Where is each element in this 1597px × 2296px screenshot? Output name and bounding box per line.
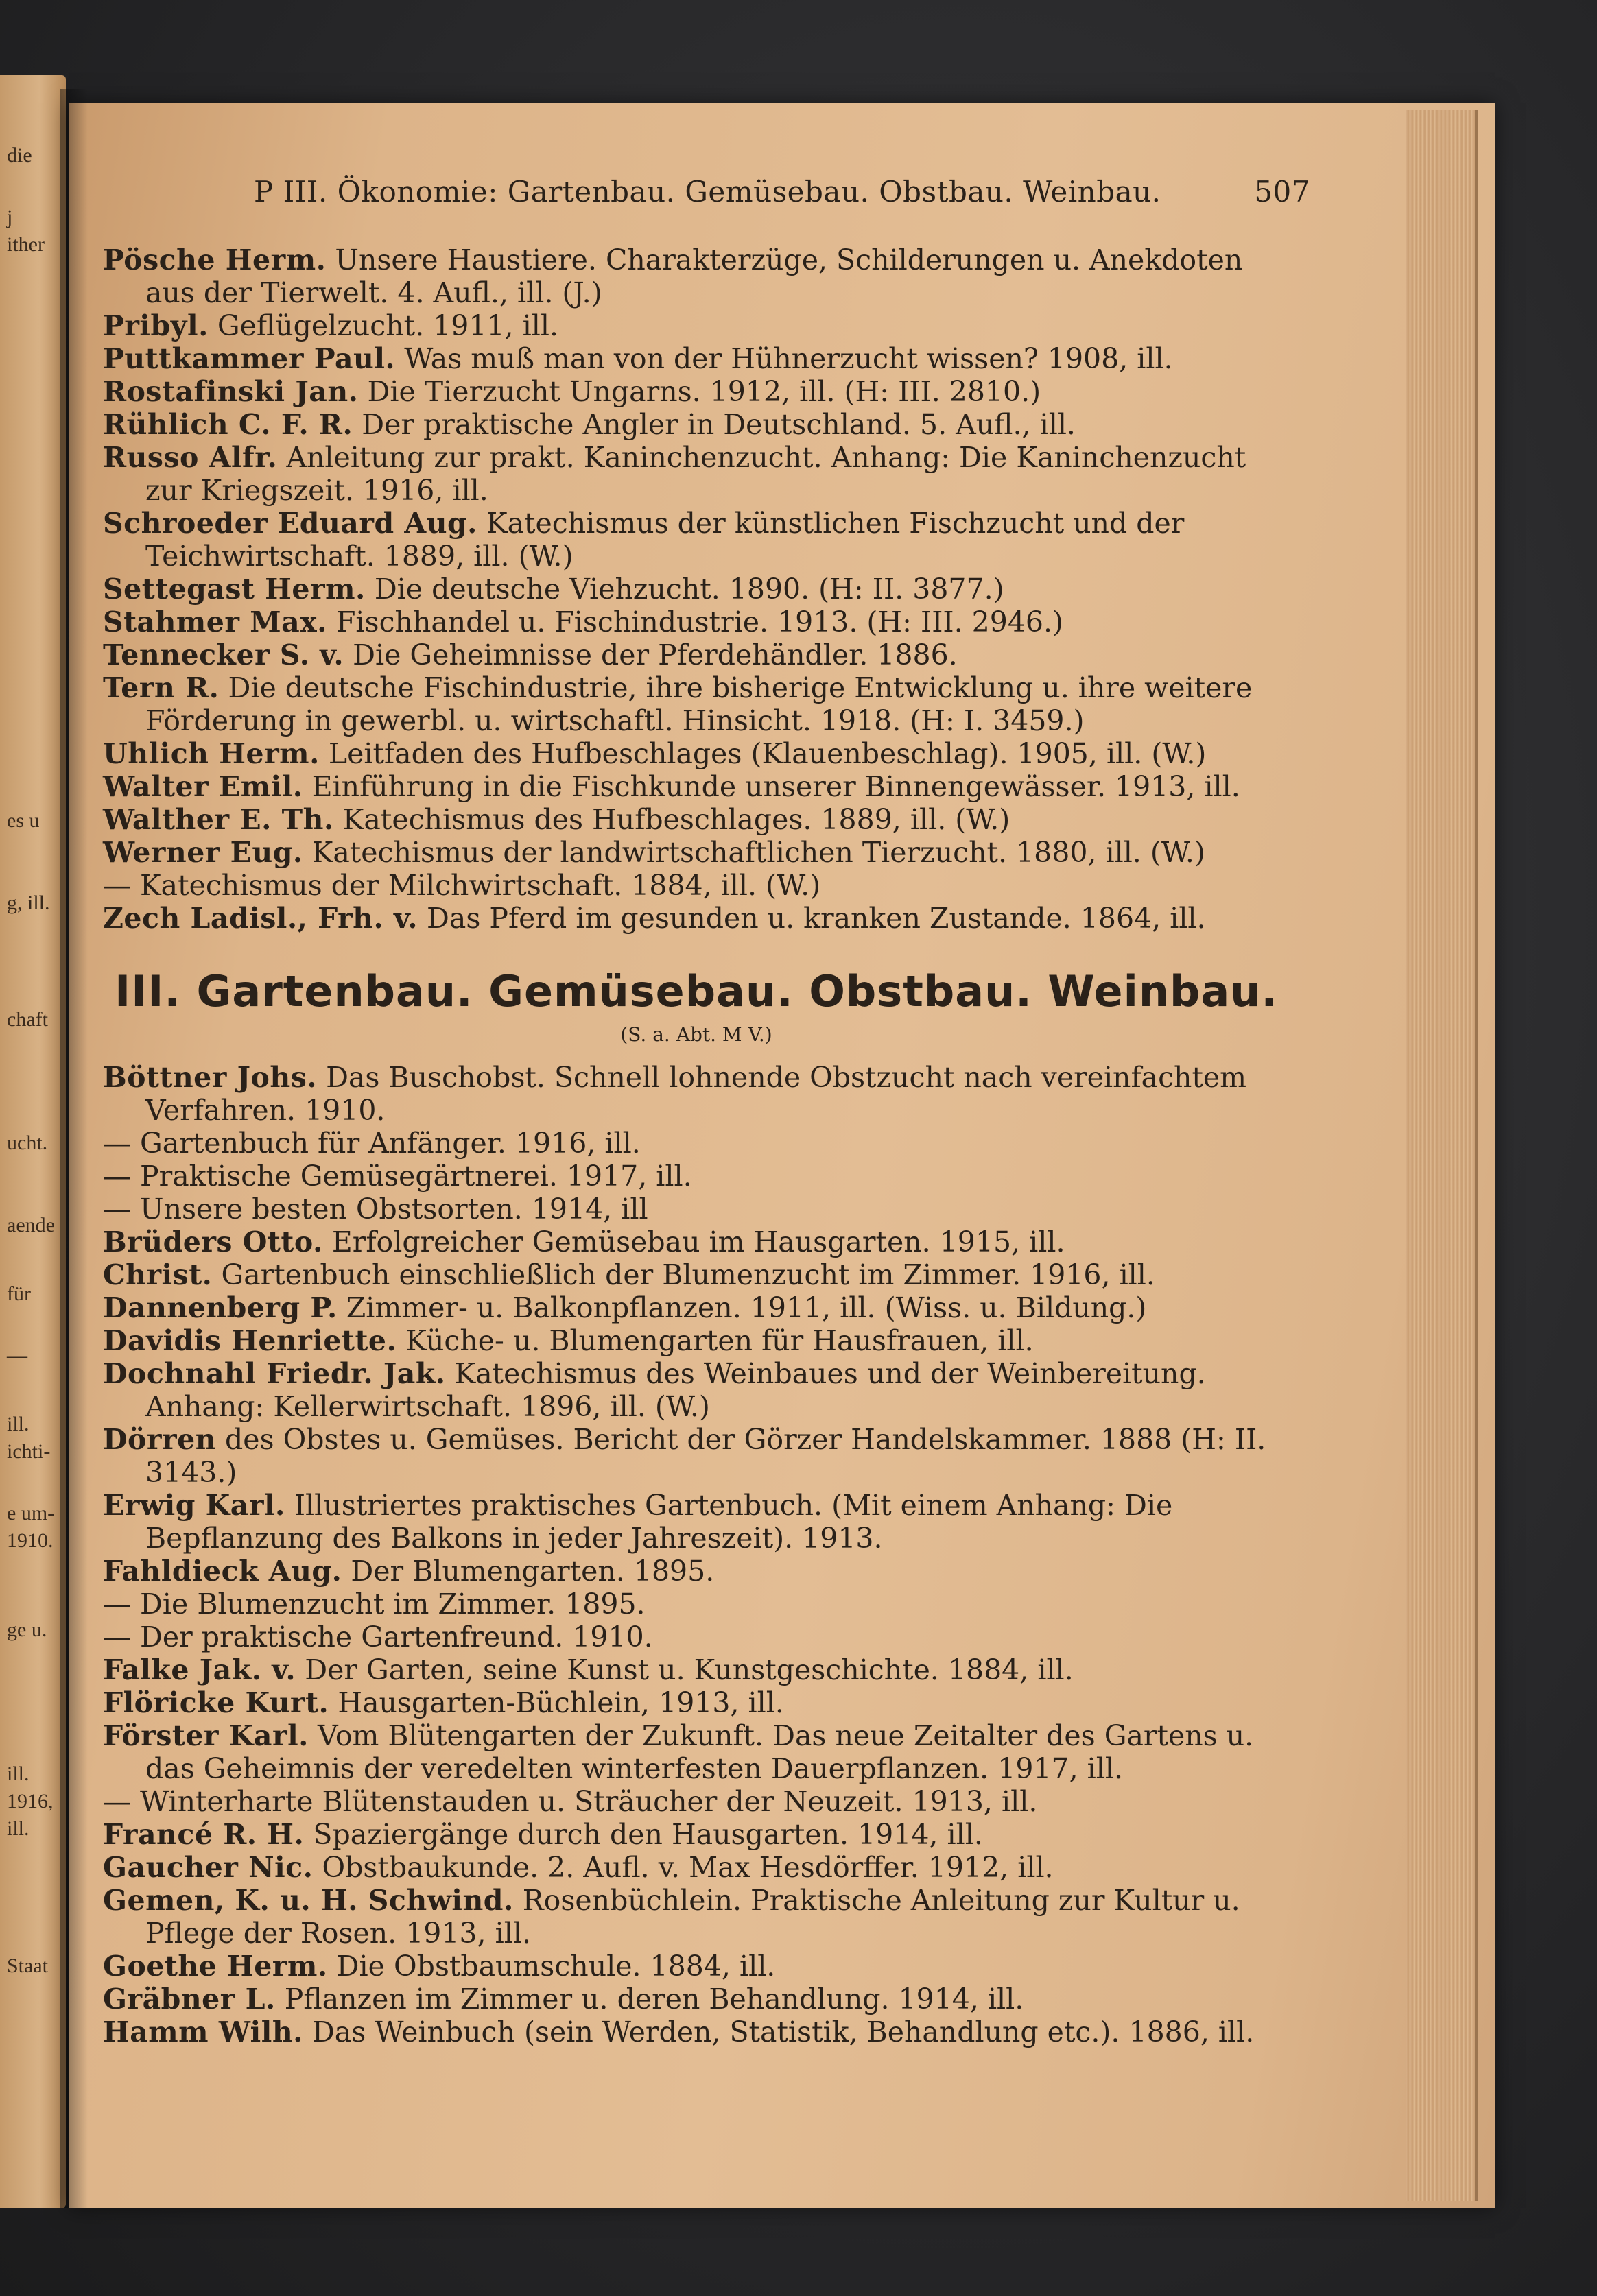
facing-page-fragment: e um- <box>7 1502 55 1524</box>
entry-author: Pösche Herm. <box>103 243 327 276</box>
gutter-shadow <box>60 89 88 2208</box>
facing-page-fragment: 1916, <box>7 1790 54 1813</box>
entry-text: — Die Blumenzucht im Zimmer. 1895. <box>103 1588 646 1621</box>
entry-text: Die Geheimnisse der Pferdehändler. 1886. <box>344 638 958 671</box>
entry-text: Katechismus des Weinbaues und der Weinbereitung. Anhang: Kellerwirtschaft. 1896, ill. (W.) <box>145 1357 1206 1423</box>
entry-text: Pflanzen im Zimmer u. deren Behandlung. 1914, ill. <box>275 1983 1024 2016</box>
entry-author: Tennecker S. v. <box>103 638 344 671</box>
entry-text: Küche- u. Blumengarten für Hausfrauen, ill. <box>397 1324 1034 1357</box>
entry-author: Rostafinski Jan. <box>103 375 359 408</box>
entry-text: Katechismus des Hufbeschlages. 1889, ill. (W.) <box>333 803 1010 836</box>
bibliography-entry <box>103 1851 1290 1884</box>
facing-page-fragment: ucht. <box>7 1132 48 1154</box>
bibliography-entry <box>103 1818 1290 1851</box>
bibliography-entry <box>103 606 1290 638</box>
bibliography-entry <box>103 1884 1290 1950</box>
facing-page-fragment: ither <box>7 233 45 256</box>
bibliography-entry <box>103 1127 1290 1160</box>
entry-text: Katechismus der künstlichen Fischzucht und der Teichwirtschaft. 1889, ill. (W.) <box>145 507 1185 573</box>
entry-author: Walther E. Th. <box>103 803 334 836</box>
facing-page-fragment: ichti- <box>7 1440 51 1463</box>
bibliography-entry <box>103 638 1290 671</box>
entry-author: Fahldieck Aug. <box>103 1555 342 1588</box>
entry-text: Der Blumengarten. 1895. <box>342 1555 715 1588</box>
entry-author: Settegast Herm. <box>103 573 366 606</box>
bibliography-entry <box>103 1291 1290 1324</box>
entry-author: Zech Ladisl., Frh. v. <box>103 902 418 935</box>
bibliography-entry <box>103 441 1290 507</box>
entry-text: Die deutsche Viehzucht. 1890. (H: II. 3877.) <box>365 573 1004 606</box>
bibliography-entry <box>103 1423 1290 1489</box>
entry-author: Gaucher Nic. <box>103 1851 314 1884</box>
entry-text: Rosenbüchlein. Praktische Anleitung zur Kultur u. Pflege der Rosen. 1913, ill. <box>145 1884 1240 1950</box>
entry-text: Was muß man von der Hühnerzucht wissen? 1908, ill. <box>395 342 1173 375</box>
bibliography-entry <box>103 1357 1290 1423</box>
bibliography-entry <box>103 507 1290 573</box>
bibliography-entry <box>103 1621 1290 1653</box>
entry-list-animal-husbandry <box>103 243 1290 935</box>
bibliography-entry <box>103 309 1290 342</box>
facing-page-fragment: ill. <box>7 1762 29 1785</box>
entry-author: Gemen, K. u. H. Schwind. <box>103 1884 514 1917</box>
bibliography-entry <box>103 243 1290 309</box>
entry-author: Goethe Herm. <box>103 1950 328 1983</box>
entry-author: Brüders Otto. <box>103 1225 323 1258</box>
bibliography-entry <box>103 737 1290 770</box>
entry-text: Katechismus der landwirtschaftlichen Tierzucht. 1880, ill. (W.) <box>303 836 1205 869</box>
facing-page-fragment: ge u. <box>7 1618 47 1641</box>
entry-author: Dannenberg P. <box>103 1291 338 1324</box>
facing-page-fragment: — <box>7 1344 27 1367</box>
running-header <box>103 175 1310 230</box>
bibliography-entry <box>103 1324 1290 1357</box>
bibliography-entry <box>103 836 1290 869</box>
entry-text: Das Buschobst. Schnell lohnende Obstzucht nach vereinfachtem Verfahren. 1910. <box>145 1061 1247 1127</box>
entry-text: — Winterharte Blütenstauden u. Sträucher der Neuzeit. 1913, ill. <box>103 1785 1038 1818</box>
entry-text: Leitfaden des Hufbeschlages (Klauenbeschlag). 1905, ill. (W.) <box>319 737 1207 770</box>
section-title: III. Gartenbau. Gemüsebau. Obstbau. Weinbau. <box>115 966 1278 1016</box>
bibliography-entry <box>103 671 1290 737</box>
entry-author: Falke Jak. v. <box>103 1653 296 1686</box>
entry-text: — Der praktische Gartenfreund. 1910. <box>103 1621 653 1653</box>
bibliography-entry <box>103 1160 1290 1193</box>
entry-text: Das Weinbuch (sein Werden, Statistik, Behandlung etc.). 1886, ill. <box>303 2016 1255 2048</box>
entry-author: Dörren <box>103 1423 216 1456</box>
entry-author: Russo Alfr. <box>103 441 278 474</box>
section-note: (S. a. Abt. M V.) <box>620 1023 772 1046</box>
entry-author: Pribyl. <box>103 309 209 342</box>
facing-page-fragment: 1910. <box>7 1529 54 1552</box>
running-title: P III. Ökonomie: Gartenbau. Gemüsebau. Obstbau. Weinbau. <box>254 175 1161 208</box>
entry-author: Christ. <box>103 1258 213 1291</box>
entry-author: Gräbner L. <box>103 1983 276 2016</box>
facing-page-fragment: chaft <box>7 1008 48 1031</box>
entry-author: Dochnahl Friedr. Jak. <box>103 1357 446 1390</box>
bibliography-entry <box>103 1555 1290 1588</box>
entry-author: Davidis Henriette. <box>103 1324 397 1357</box>
entry-text: — Gartenbuch für Anfänger. 1916, ill. <box>103 1127 641 1160</box>
entry-text: Zimmer- u. Balkonpflanzen. 1911, ill. (Wiss. u. Bildung.) <box>337 1291 1147 1324</box>
entry-text: — Unsere besten Obstsorten. 1914, ill <box>103 1193 648 1225</box>
bibliography-entry <box>103 1489 1290 1555</box>
bibliography-entry <box>103 1258 1290 1291</box>
facing-page-fragment: ill. <box>7 1413 29 1435</box>
bibliography-entry <box>103 1719 1290 1785</box>
entry-text: Erfolgreicher Gemüsebau im Hausgarten. 1915, ill. <box>322 1225 1065 1258</box>
entry-text: Fischhandel u. Fischindustrie. 1913. (H: III. 2946.) <box>327 606 1064 638</box>
facing-page-fragment: für <box>7 1282 31 1305</box>
facing-page-fragment: ill. <box>7 1817 29 1840</box>
facing-page-fragment: Staat <box>7 1954 48 1977</box>
facing-page-fragment: g, ill. <box>7 892 50 914</box>
entry-author: Tern R. <box>103 671 220 704</box>
entry-text: Der praktische Angler in Deutschland. 5. Aufl., ill. <box>353 408 1076 441</box>
entry-text: Hausgarten-Büchlein, 1913, ill. <box>329 1686 784 1719</box>
entry-text: Vom Blütengarten der Zukunft. Das neue Zeitalter des Gartens u. das Geheimnis der veredelten winterfesten Dauerpflanzen. 1917, ill. <box>145 1719 1254 1785</box>
facing-page-fragment: j <box>7 206 13 228</box>
bibliography-entry <box>103 803 1290 836</box>
entry-author: Stahmer Max. <box>103 606 327 638</box>
entry-author: Puttkammer Paul. <box>103 342 396 375</box>
entry-author: Böttner Johs. <box>103 1061 318 1094</box>
entry-text: Illustriertes praktisches Gartenbuch. (Mit einem Anhang: Die Bepflanzung des Balkons in jeder Jahreszeit). 1913. <box>145 1489 1173 1555</box>
bibliography-entry <box>103 408 1290 441</box>
entry-text: Die deutsche Fischindustrie, ihre bisherige Entwicklung u. ihre weitere Förderung in gewerbl. u. wirtschaftl. Hinsicht. 1918. (H: I. 3459.) <box>145 671 1253 737</box>
bibliography-entry <box>103 1686 1290 1719</box>
page-edges <box>1406 110 1478 2201</box>
bibliography-entry <box>103 1193 1290 1225</box>
entry-list-gardening <box>103 1061 1290 2048</box>
bibliography-entry <box>103 1653 1290 1686</box>
entry-author: Uhlich Herm. <box>103 737 320 770</box>
left-facing-page <box>0 75 66 2208</box>
page-number: 507 <box>1254 175 1310 208</box>
entry-author: Schroeder Eduard Aug. <box>103 507 477 540</box>
facing-page-fragment: aende <box>7 1214 55 1236</box>
bibliography-entry <box>103 342 1290 375</box>
entry-text: Obstbaukunde. 2. Aufl. v. Max Hesdörffer. 1912, ill. <box>313 1851 1054 1884</box>
entry-author: Werner Eug. <box>103 836 303 869</box>
entry-text: Anleitung zur prakt. Kaninchenzucht. Anhang: Die Kaninchenzucht zur Kriegszeit. 1916, ill. <box>145 441 1246 507</box>
entry-text: — Praktische Gemüsegärtnerei. 1917, ill. <box>103 1160 692 1193</box>
entry-text: Die Obstbaumschule. 1884, ill. <box>327 1950 776 1983</box>
bibliography-entry <box>103 770 1290 803</box>
entry-text: Das Pferd im gesunden u. kranken Zustande. 1864, ill. <box>418 902 1206 935</box>
entry-author: Hamm Wilh. <box>103 2016 303 2048</box>
entry-text: — Katechismus der Milchwirtschaft. 1884, ill. (W.) <box>103 869 821 902</box>
bibliography-entry <box>103 1983 1290 2016</box>
bibliography-entry <box>103 573 1290 606</box>
bibliography-entry <box>103 902 1290 935</box>
entry-author: Rühlich C. F. R. <box>103 408 353 441</box>
entry-text: des Obstes u. Gemüses. Bericht der Görzer Handelskammer. 1888 (H: II. 3143.) <box>145 1423 1266 1489</box>
page-content <box>103 175 1310 2048</box>
entry-text: Spaziergänge durch den Hausgarten. 1914, ill. <box>304 1818 983 1851</box>
entry-author: Förster Karl. <box>103 1719 309 1752</box>
bibliography-entry <box>103 1785 1290 1818</box>
entry-text: Gartenbuch einschließlich der Blumenzucht im Zimmer. 1916, ill. <box>212 1258 1155 1291</box>
bibliography-entry <box>103 869 1290 902</box>
bibliography-entry <box>103 1588 1290 1621</box>
entry-author: Flöricke Kurt. <box>103 1686 329 1719</box>
entry-text: Einführung in die Fischkunde unserer Binnengewässer. 1913, ill. <box>303 770 1240 803</box>
bibliography-entry <box>103 1950 1290 1983</box>
entry-text: Unsere Haustiere. Charakterzüge, Schilderungen u. Anekdoten aus der Tierwelt. 4. Aufl., ill. (J.) <box>145 243 1243 309</box>
entry-text: Geflügelzucht. 1911, ill. <box>208 309 558 342</box>
bibliography-entry <box>103 375 1290 408</box>
facing-page-fragment: es u <box>7 809 40 832</box>
entry-author: Erwig Karl. <box>103 1489 285 1522</box>
entry-text: Der Garten, seine Kunst u. Kunstgeschichte. 1884, ill. <box>296 1653 1074 1686</box>
entry-text: Die Tierzucht Ungarns. 1912, ill. (H: III. 2810.) <box>358 375 1041 408</box>
bibliography-entry <box>103 1225 1290 1258</box>
facing-page-fragment: die <box>7 144 32 167</box>
entry-author: Walter Emil. <box>103 770 303 803</box>
bibliography-entry <box>103 2016 1290 2048</box>
bibliography-entry <box>103 1061 1290 1127</box>
entry-author: Francé R. H. <box>103 1818 305 1851</box>
